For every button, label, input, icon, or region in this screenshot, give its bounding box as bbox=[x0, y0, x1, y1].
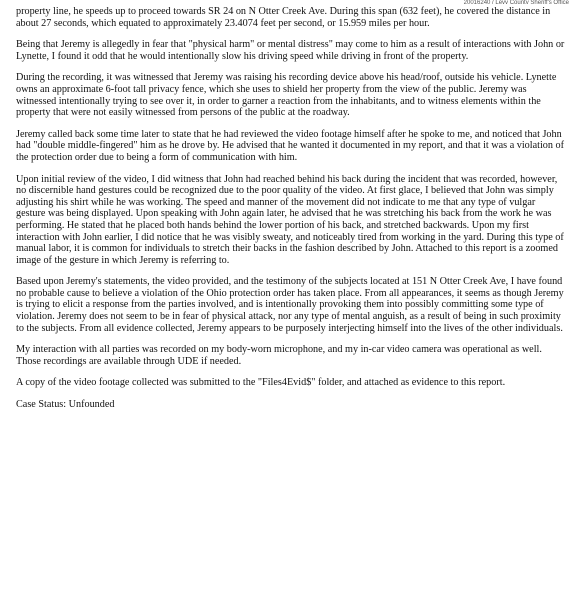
paragraph-evidence: A copy of the video footage collected was submitted to the "Files4Evid$" folder, and attached as evidence to this report. bbox=[16, 377, 506, 389]
paragraph-recording-observation: During the recording, it was witnessed that Jeremy was raising his recording device above his head/roof, outside his vehicle. Lynette owns an approximate 6-foot tall privacy fence, which she uses to shield her property from the view of the public. Jeremy was witnessed intentionally trying to see over it, in order to garner a reaction from the inhabitants, and to witness elements within the property that were not easily witnessed from persons of the public at the roadway. bbox=[16, 72, 557, 119]
paragraph-speed-calculation: property line, he speeds up to proceed towards SR 24 on N Otter Creek Ave. During this span (632 feet), he covered the distance in about 27 seconds, which equated to approximately 23.4074 feet per second, or 15.959 miles per hour. bbox=[16, 6, 551, 29]
page-header-fragment: 20016240 / Levy County Sheriff's Office bbox=[463, 0, 569, 4]
paragraph-conclusion: Based upon Jeremy's statements, the video provided, and the testimony of the subjects located at 151 N Otter Creek Ave, I have found no probable cause to believe a violation of the Ohio protection order has taken place. From all appearances, it seems as though Jeremy is trying to elicit a response from the parties involved, and is intentionally provoking them into possibly committing some type of violation. Jeremy does not seem to be in fear of physical attack, nor any type of mental anguish, as a result of being in such proximity to the subjects. From all evidence collected, Jeremy appears to be purposely interjecting himself into the lives of the other individuals. bbox=[16, 276, 564, 334]
case-status: Case Status: Unfounded bbox=[16, 399, 115, 411]
paragraph-video-review: Upon initial review of the video, I did witness that John had reached behind his back during the incident that was recorded, however, no discernible hand gestures could be recognized due to the poor quality of the video. At first glace, I believed that John was simply adjusting his shirt while he was working. The speed and manner of the movement did not indicate to me that any type of vulgar gesture was being displayed. Upon speaking with John again later, he advised that he was stretching his back from the work he was performing. He stated that he placed both hands behind the lower portion of his back, and stretched backwards. Upon my first interaction with John earlier, I did notice that he was visibly sweaty, and noticeably tired from working in the yard. During this type of manual labor, it is common for individuals to stretch their backs in the fashion described by John. Attached to this report is a zoomed image of the gesture in which Jeremy is referring to. bbox=[16, 173, 564, 266]
document-body bbox=[16, 6, 566, 421]
paragraph-recordings: My interaction with all parties was recorded on my body-worn microphone, and my in-car video camera was operational as well. Those recordings are available through UDE if needed. bbox=[16, 344, 542, 367]
paragraph-callback: Jeremy called back some time later to state that he had reviewed the video footage himself after he spoke to me, and noticed that John had "double middle-fingered" him as he drove by. He advised that he wanted it documented in my report, and that it was a violation of the protection order due to being a form of communication with him. bbox=[16, 128, 565, 163]
paragraph-fear-statement: Being that Jeremy is allegedly in fear that "physical harm" or mental distress" may come to him as a result of interactions with John or Lynette, I found it odd that he would intentionally slow his driving speed while driving in front of the property. bbox=[16, 39, 565, 62]
